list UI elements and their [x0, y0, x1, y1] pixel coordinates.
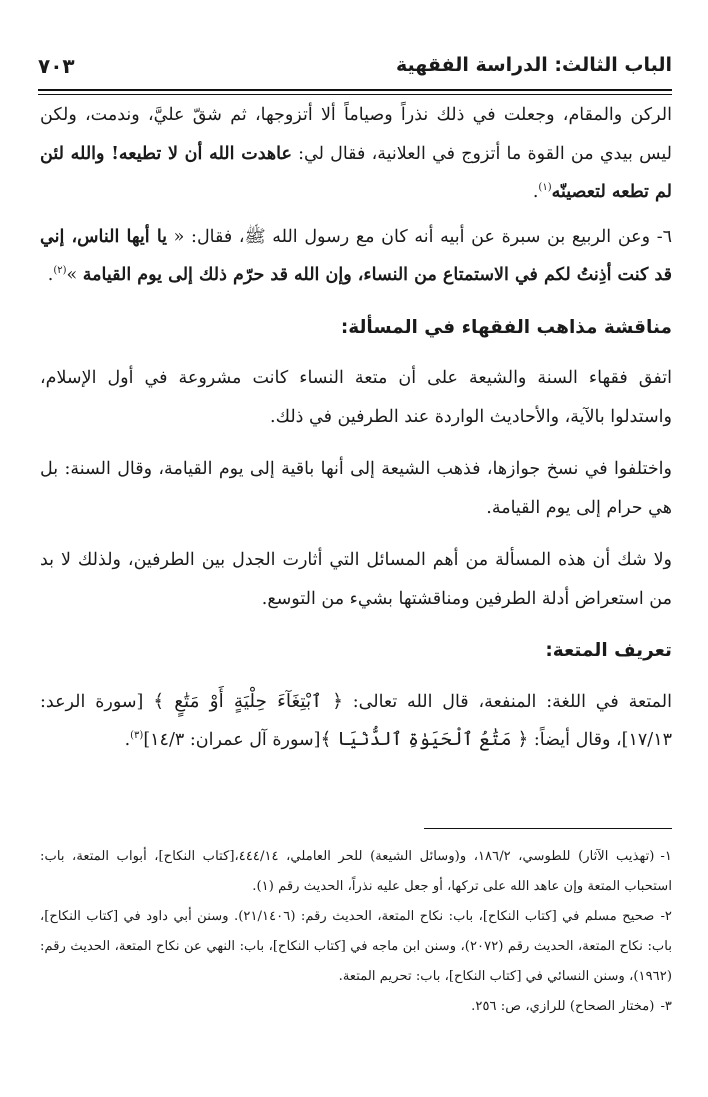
footnote-separator [424, 828, 672, 829]
main-text [40, 96, 672, 760]
paragraph-debate: ولا شك أن هذه المسألة من أهم المسائل التي أثارت الجدل بين الطرفين، ولذلك لا بد من استعراض أدلة الطرفين ومناقشتها بشيء من التوسع. [40, 550, 672, 609]
section-heading-discussion: مناقشة مذاهب الفقهاء في المسألة: [340, 316, 672, 338]
footnote-3: ٣-(مختار الصحاح) للرازي، ص: ٢٥٦. [471, 999, 672, 1014]
chapter-title: الباب الثالث: الدراسة الفقهية [396, 54, 672, 76]
footnote-1: ١-(تهذيب الآثار) للطوسي، ١٨٦/٢، و(وسائل الشيعة) للحر العاملي، ٤٤٤/١٤،[كتاب النكاح]، أبواب المتعة، باب: استحباب المتعة وإن عاهد الله على تركها، أو جعل عليه نذراً، الحديث رقم (١). [40, 849, 672, 894]
footnote-ref-3[interactable]: (٣) [130, 730, 144, 742]
paragraph-definition: المتعة في اللغة: المنفعة، قال الله تعالى: ﴿ ٱبْتِغَآءَ حِلْيَةٍ أَوْ مَتَٰعٍ ﴾ [سورة الرعد: ١٧/١٣]، وقال أيضاً: ﴿ مَتَٰعُ ٱلْحَيَوٰةِ ٱلدُّنْيَا ﴾[سورة آل عمران: ١٤/٣]$^{(٣)}$. [40, 690, 672, 750]
paragraph-disagreement: واختلفوا في نسخ جوازها، فذهب الشيعة إلى أنها باقية إلى يوم القيامة، وقال السنة: بل هي حرام إلى يوم القيامة. [40, 459, 672, 518]
page-number: ٧٠٣ [38, 54, 75, 78]
footnote-ref-1[interactable]: (١) [538, 182, 552, 194]
section-heading-definition: تعريف المتعة: [545, 640, 672, 661]
paragraph-agreement: اتفق فقهاء السنة والشيعة على أن متعة النساء كانت مشروعة في أول الإسلام، واستدلوا بالآية، والأحاديث الواردة عند الطرفين في ذلك. [40, 368, 672, 427]
header-rule-thick [38, 89, 672, 91]
page-header [38, 52, 672, 92]
footnote-2: ٢-صحيح مسلم في [كتاب النكاح]، باب: نكاح المتعة، الحديث رقم: (٢١/١٤٠٦). وسنن أبي داود في [كتاب النكاح]، باب: نكاح المتعة، الحديث رقم (٢٠٧٢)، وسنن ابن ماجه في [كتاب النكاح]، باب: النهي عن نكاح المتعة، الحديث رقم: (١٩٦٢)، وسنن النسائي في [كتاب النكاح]، باب: تحريم المتعة. [40, 909, 672, 984]
header-rule-thin [38, 94, 672, 95]
quran-verse-2: ﴿ مَتَٰعُ ٱلْحَيَوٰةِ ٱلدُّنْيَا ﴾ [320, 729, 529, 750]
footnotes [40, 842, 672, 1022]
footnote-ref-2[interactable]: (٢) [53, 265, 67, 277]
paragraph-hadith-6: ٦- وعن الربيع بن سبرة عن أبيه أنه كان مع رسول الله ﷺ، فقال: « يا أيها الناس، إني قد كنت أذِنتُ لكم في الاستمتاع من النساء، وإن الله قد حرّم ذلك إلى يوم القيامة »$^{(٢)}$. [40, 226, 673, 285]
hadith-text: يا أيها الناس، إني قد كنت أذِنتُ لكم في الاستمتاع من النساء، وإن الله قد حرّم ذلك إلى يوم القيامة [40, 226, 672, 285]
quoted-statement: عاهدت الله أن لا تطيعه! والله لئن لم تطعه لتعصينّه [40, 143, 672, 202]
paragraph-narration-continued: الركن والمقام، وجعلت في ذلك نذراً وصياماً ألا أتزوجها، ثم شقّ عليَّ، وندمت، ولكن ليس بيدي من القوة ما أتزوج في العلانية، فقال لي: عاهدت الله أن لا تطيعه! والله لئن لم تطعه لتعصينّه$^{(١)}$. [40, 105, 672, 202]
quran-verse-1: ﴿ ٱبْتِغَآءَ حِلْيَةٍ أَوْ مَتَٰعٍ ﴾ [153, 690, 343, 712]
